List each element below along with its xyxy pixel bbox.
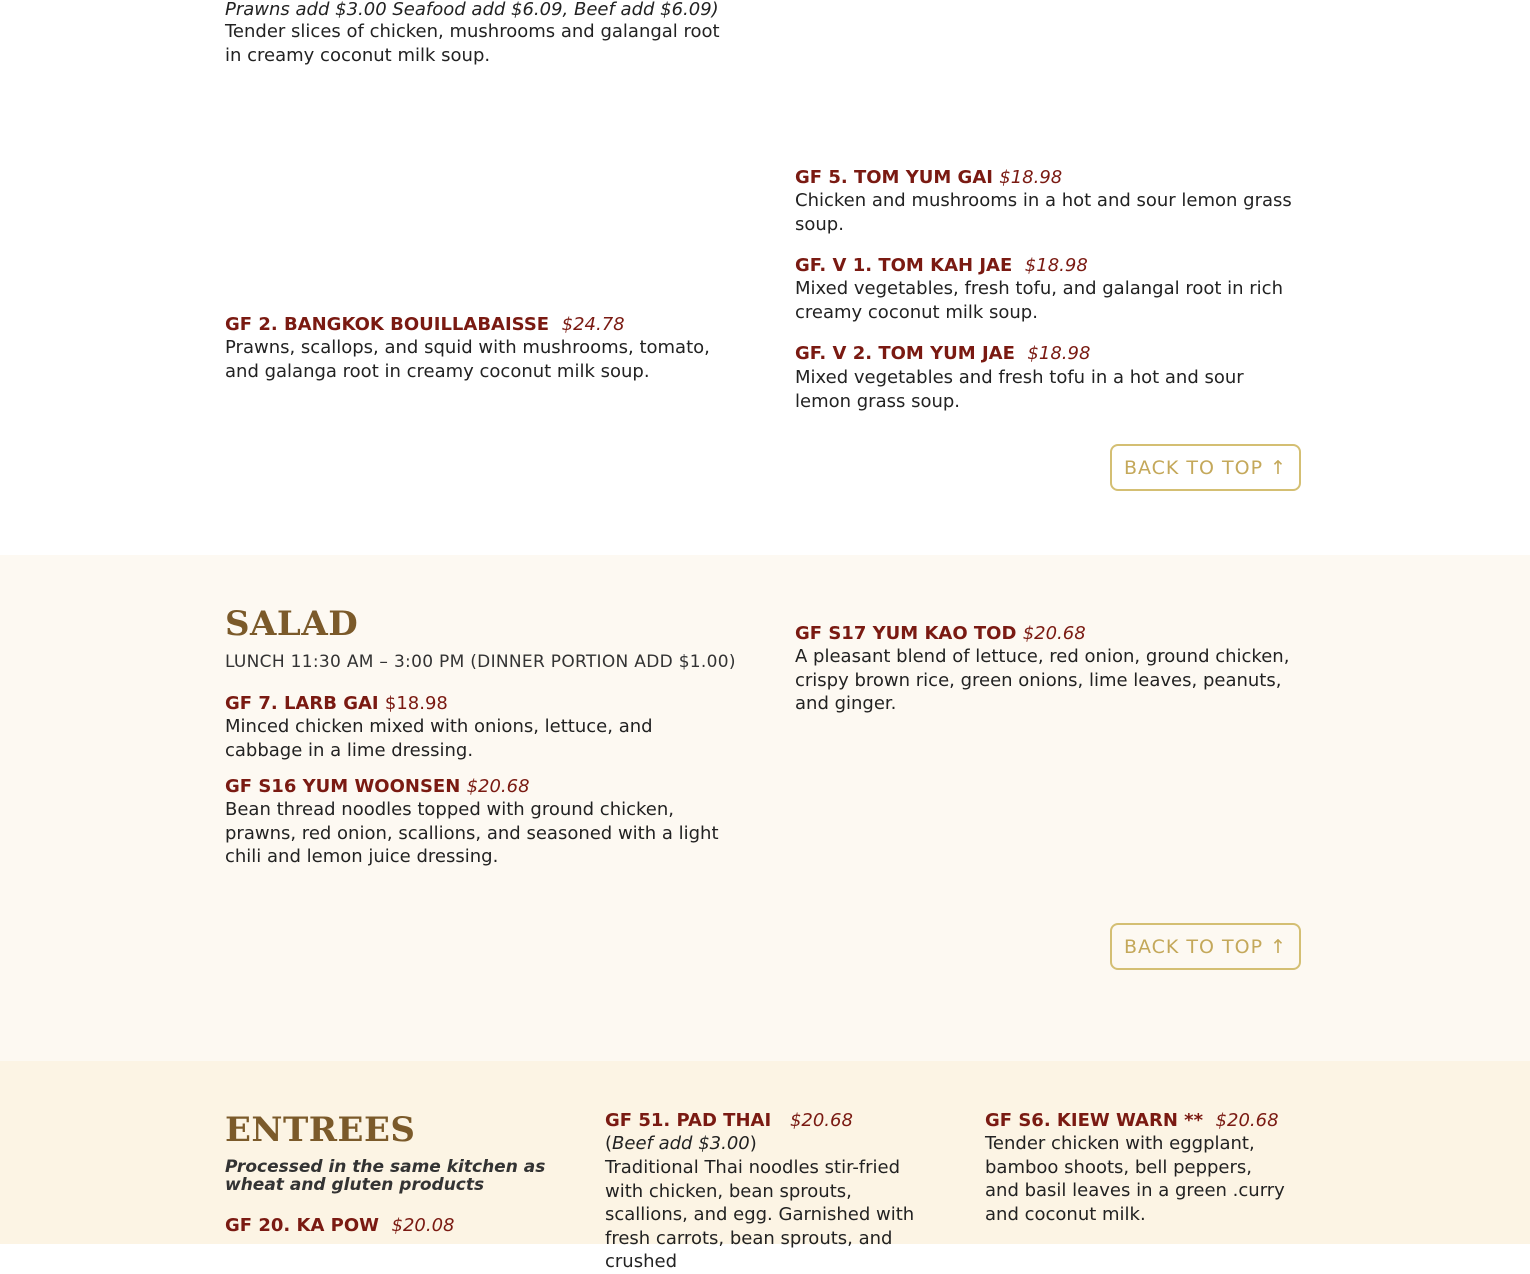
menu-item-title [225, 313, 625, 336]
menu-item-name: GF. V 2. TOM YUM JAE [795, 343, 1015, 364]
menu-item-title [795, 254, 1088, 277]
addon-close-paren: ) [749, 1133, 757, 1154]
menu-item-name: GF 20. KA POW [225, 1215, 379, 1236]
menu-item-description: Traditional Thai noodles stir-fried with chicken, bean sprouts, scallions, and egg. Garnished with fresh carrots, bean sprouts, and crushed [605, 1157, 915, 1272]
menu-item-description: Minced chicken mixed with onions, lettuce, and cabbage in a lime dressing. [225, 716, 653, 761]
allergen-note: Processed in the same kitchen as wheat and gluten products [225, 1157, 546, 1195]
menu-item-title [225, 692, 448, 715]
addon-text: Beef add $3.00 [612, 1133, 750, 1154]
menu-item-name: GF S16 YUM WOONSEN [225, 776, 461, 797]
menu-item-description: Prawns, scallops, and squid with mushrooms, tomato, and galanga root in creamy coconut milk soup. [225, 337, 710, 382]
menu-item-name: GF 51. PAD THAI [605, 1110, 772, 1131]
addon-open-paren: ( [605, 1133, 613, 1154]
menu-item-title [795, 166, 1062, 189]
menu-item-price: $20.68 [1022, 623, 1086, 644]
menu-item-name: GF 2. BANGKOK BOUILLABAISSE [225, 314, 550, 335]
menu-item-price: $20.68 [789, 1110, 853, 1131]
section-subtitle: LUNCH 11:30 AM – 3:00 PM (DINNER PORTION ADD $1.00) [225, 652, 736, 672]
menu-item-name: GF 5. TOM YUM GAI [795, 167, 993, 188]
section-title: ENTREES [225, 1110, 416, 1150]
soup-item-description: Tender slices of chicken, mushrooms and galangal root in creamy coconut milk soup. [225, 21, 720, 66]
menu-item-title [985, 1109, 1279, 1132]
menu-item-price: $20.68 [466, 776, 530, 797]
menu-item-price: $20.68 [1215, 1110, 1279, 1131]
menu-item-description: A pleasant blend of lettuce, red onion, ground chicken, crispy brown rice, green onions, lime leaves, peanuts, and ginger. [795, 646, 1290, 714]
back-to-top-button[interactable]: BACK TO TOP ↑ [1110, 923, 1301, 970]
menu-item-price: $18.98 [384, 693, 448, 714]
menu-item-title [225, 1214, 455, 1237]
back-to-top-button[interactable]: BACK TO TOP ↑ [1110, 444, 1301, 491]
menu-item-title [795, 342, 1090, 365]
menu-item-description: Mixed vegetables and fresh tofu in a hot and sour lemon grass soup. [795, 367, 1244, 412]
menu-item-title [605, 1109, 853, 1132]
menu-item-description: Bean thread noodles topped with ground chicken, prawns, red onion, scallions, and seasoned with a light chili and lemon juice dressing. [225, 799, 719, 867]
menu-item-title [795, 622, 1086, 645]
menu-item-name: GF S17 YUM KAO TOD [795, 623, 1017, 644]
soup-addon-note: Prawns add $3.00 Seafood add $6.09, Beef add $6.09) [225, 0, 719, 20]
menu-item-price: $18.98 [999, 167, 1063, 188]
menu-item-addon [605, 1132, 757, 1156]
menu-item-description: Chicken and mushrooms in a hot and sour lemon grass soup. [795, 190, 1292, 235]
menu-item-price: $24.78 [561, 314, 625, 335]
menu-item-name: GF S6. KIEW WARN ** [985, 1110, 1203, 1131]
menu-item-price: $18.98 [1027, 343, 1091, 364]
menu-item-description: Mixed vegetables, fresh tofu, and galangal root in rich creamy coconut milk soup. [795, 278, 1283, 323]
menu-item-description: Tender chicken with eggplant, bamboo shoots, bell peppers, and basil leaves in a green .curry and coconut milk. [985, 1133, 1285, 1225]
menu-item-name: GF. V 1. TOM KAH JAE [795, 255, 1013, 276]
menu-item-price: $18.98 [1024, 255, 1088, 276]
menu-item-title [225, 775, 530, 798]
menu-item-price: $20.08 [391, 1215, 455, 1236]
section-title: SALAD [225, 604, 359, 644]
menu-item-name: GF 7. LARB GAI [225, 693, 379, 714]
